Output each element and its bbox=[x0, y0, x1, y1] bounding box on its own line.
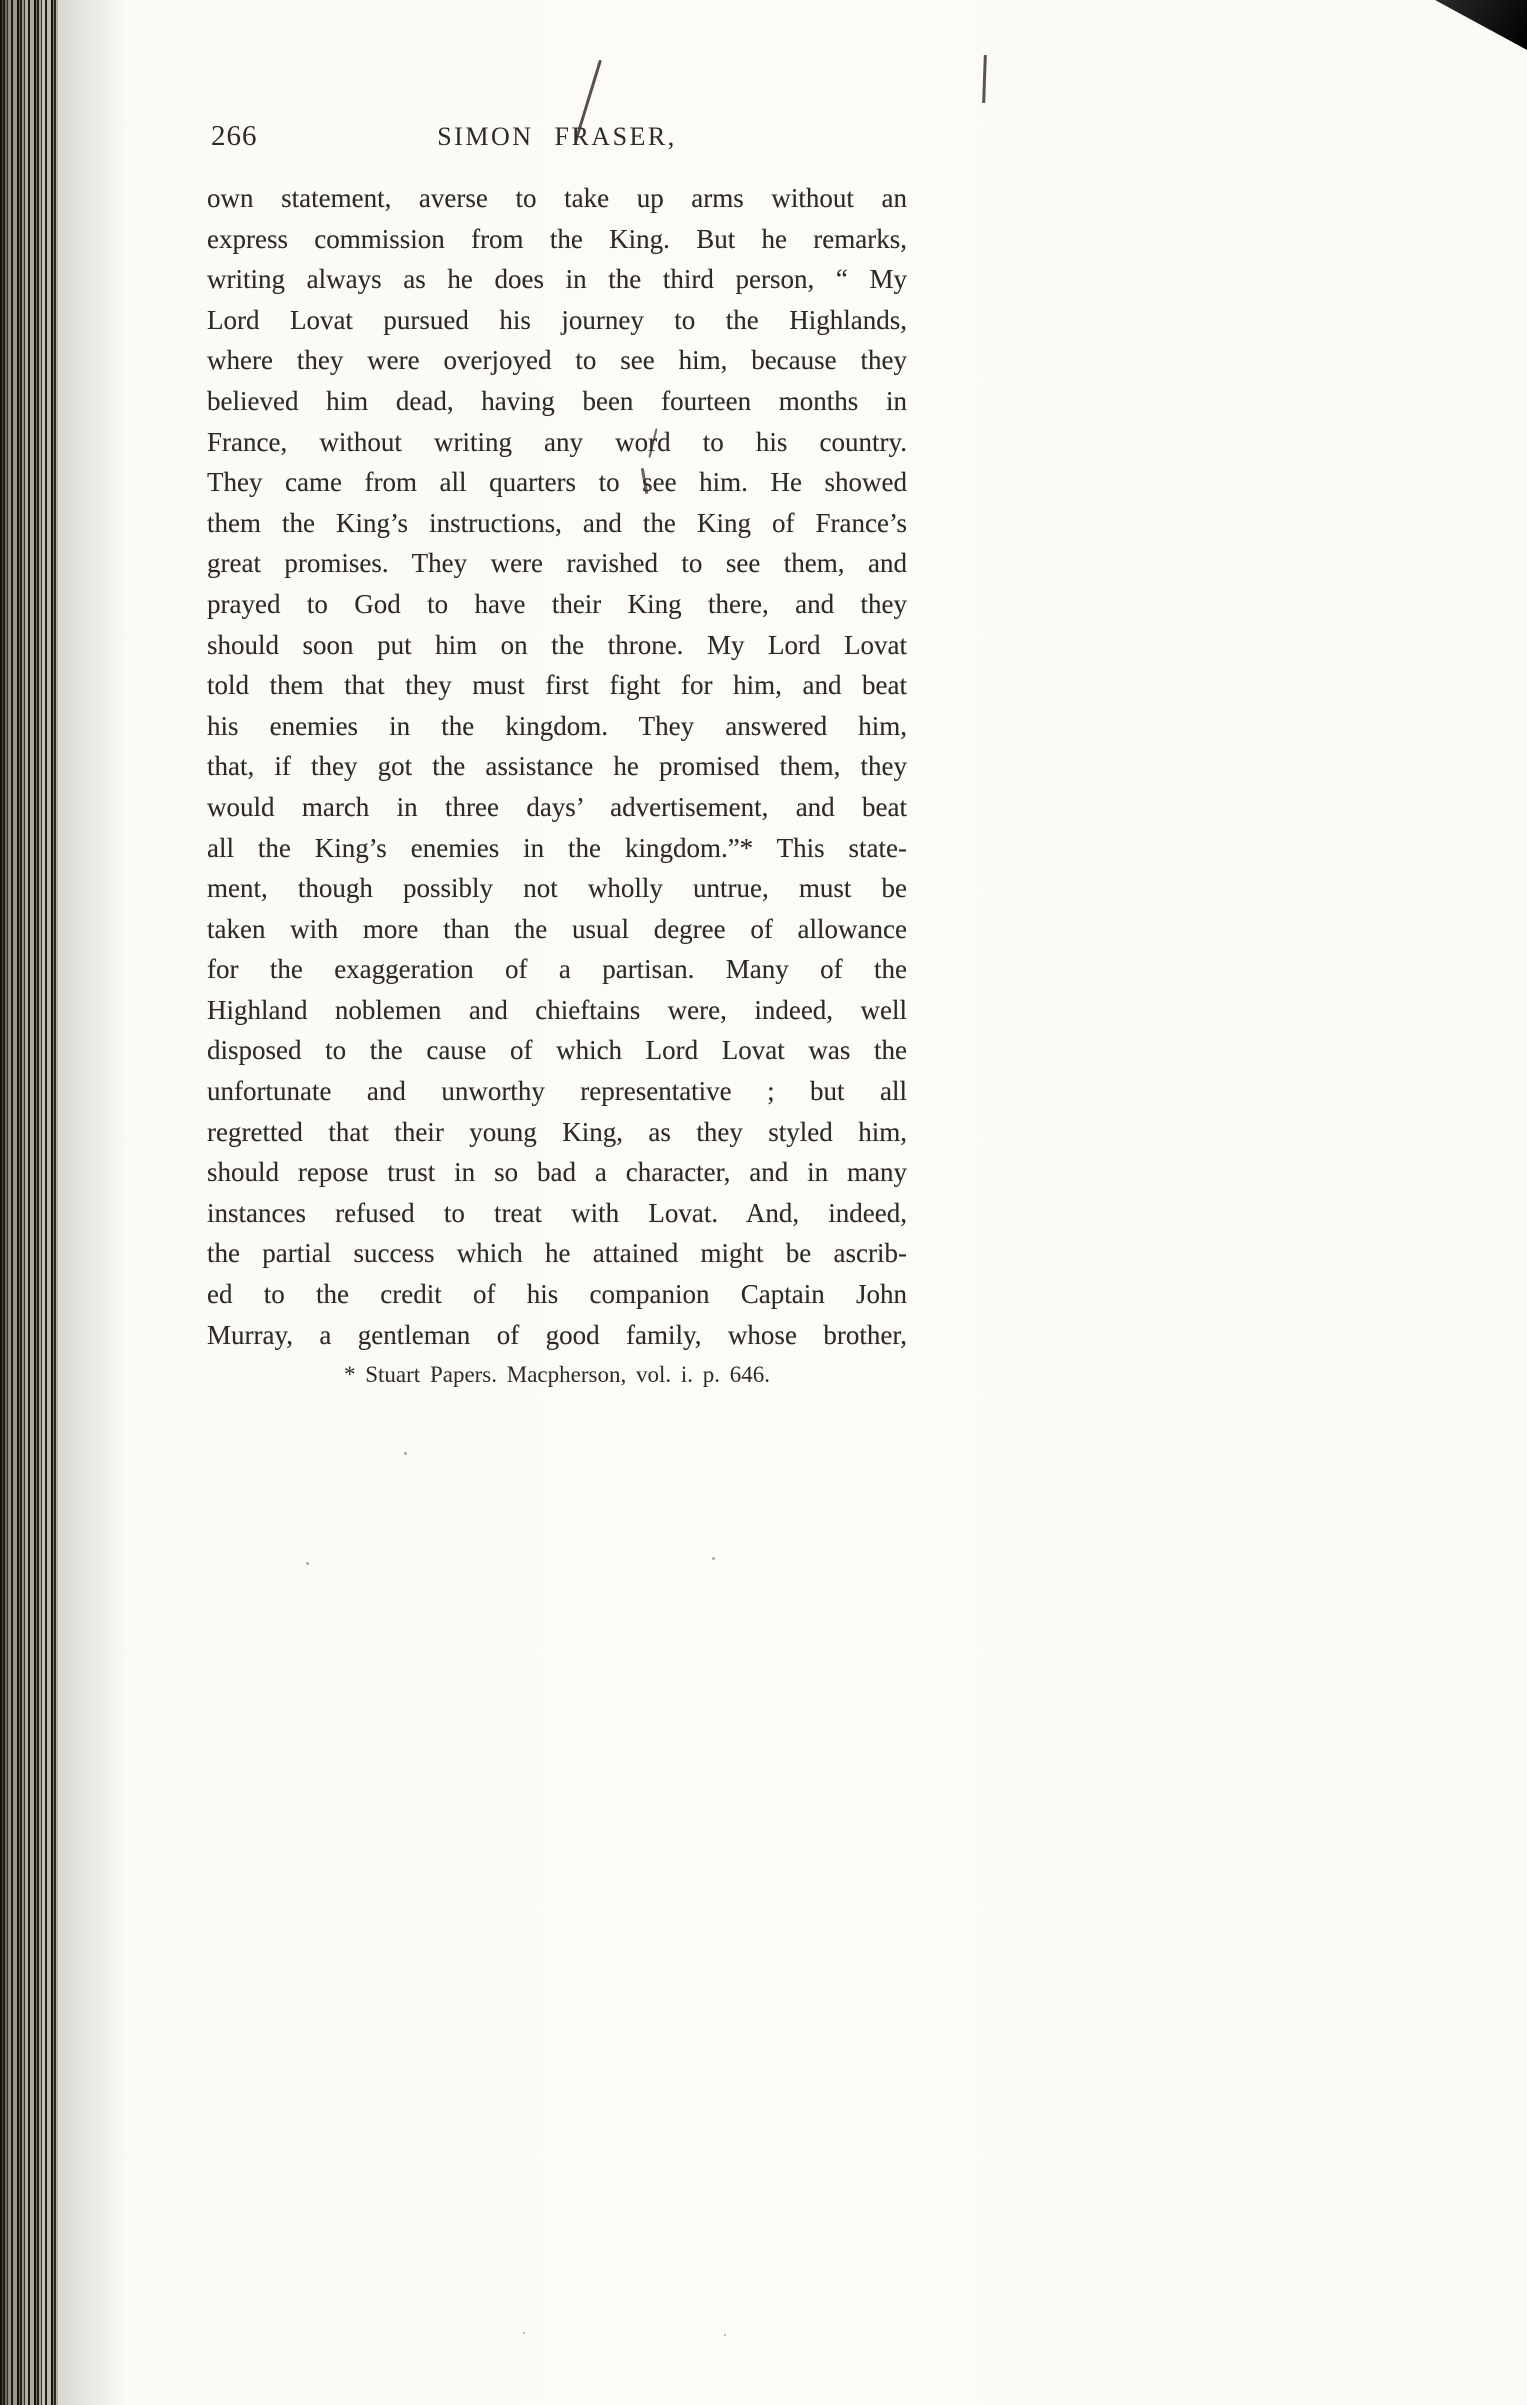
text-line: would march in three days’ advertisement, and beat bbox=[207, 791, 907, 822]
text-line: the partial success which he attained might be ascrib- bbox=[207, 1238, 907, 1269]
text-line: should soon put him on the throne. My Lord Lovat bbox=[207, 629, 907, 660]
text-line: all the King’s enemies in the kingdom.”* This state- bbox=[207, 832, 907, 863]
text-line: writing always as he does in the third person, “ My bbox=[207, 264, 907, 295]
text-line: disposed to the cause of which Lord Lovat was the bbox=[207, 1035, 907, 1066]
text-line: prayed to God to have their King there, and they bbox=[207, 588, 907, 619]
text-line: ment, though possibly not wholly untrue, must be bbox=[207, 873, 907, 904]
text-line: unfortunate and unworthy representative ; but all bbox=[207, 1076, 907, 1107]
page-number: 266 bbox=[211, 120, 258, 152]
text-line: Murray, a gentleman of good family, whose brother, bbox=[207, 1319, 907, 1350]
text-line: his enemies in the kingdom. They answered him, bbox=[207, 710, 907, 741]
text-line: should repose trust in so bad a character, and in many bbox=[207, 1157, 907, 1188]
text-line: believed him dead, having been fourteen months in bbox=[207, 385, 907, 416]
text-line: own statement, averse to take up arms without an bbox=[207, 183, 907, 213]
speck bbox=[712, 1557, 715, 1560]
page-header bbox=[207, 118, 907, 160]
text-line: that, if they got the assistance he promised them, they bbox=[207, 751, 907, 782]
text-line: They came from all quarters to see him. He showed bbox=[207, 467, 907, 498]
corner-fold-mark bbox=[1435, 0, 1527, 50]
speck bbox=[404, 1452, 407, 1455]
text-line: taken with more than the usual degree of allowance bbox=[207, 913, 907, 944]
text-line: Highland noblemen and chieftains were, indeed, well bbox=[207, 994, 907, 1025]
text-line: regretted that their young King, as they styled him, bbox=[207, 1116, 907, 1147]
text-line: instances refused to treat with Lovat. And, indeed, bbox=[207, 1197, 907, 1228]
text-line: told them that they must first fight for him, and beat bbox=[207, 670, 907, 701]
text-line: express commission from the King. But he remarks, bbox=[207, 223, 907, 254]
speck bbox=[306, 1562, 309, 1565]
text-line: them the King’s instructions, and the King of France’s bbox=[207, 507, 907, 538]
text-line: where they were overjoyed to see him, because they bbox=[207, 345, 907, 376]
speck bbox=[724, 2334, 726, 2336]
text-line: Lord Lovat pursued his journey to the Highlands, bbox=[207, 304, 907, 335]
text-line: for the exaggeration of a partisan. Many of the bbox=[207, 954, 907, 985]
text-line: France, without writing any word to his country. bbox=[207, 426, 907, 457]
tick-mark bbox=[982, 55, 987, 103]
binding-shadow bbox=[58, 0, 128, 2405]
text-line: ed to the credit of his companion Captain John bbox=[207, 1279, 907, 1310]
binding-strip bbox=[0, 0, 58, 2405]
body-text bbox=[207, 178, 907, 1355]
running-title: SIMON FRASER, bbox=[437, 122, 677, 151]
speck bbox=[523, 2332, 525, 2334]
text-line: great promises. They were ravished to see them, and bbox=[207, 548, 907, 579]
footnote: * Stuart Papers. Macpherson, vol. i. p. 646. bbox=[344, 1362, 770, 1387]
